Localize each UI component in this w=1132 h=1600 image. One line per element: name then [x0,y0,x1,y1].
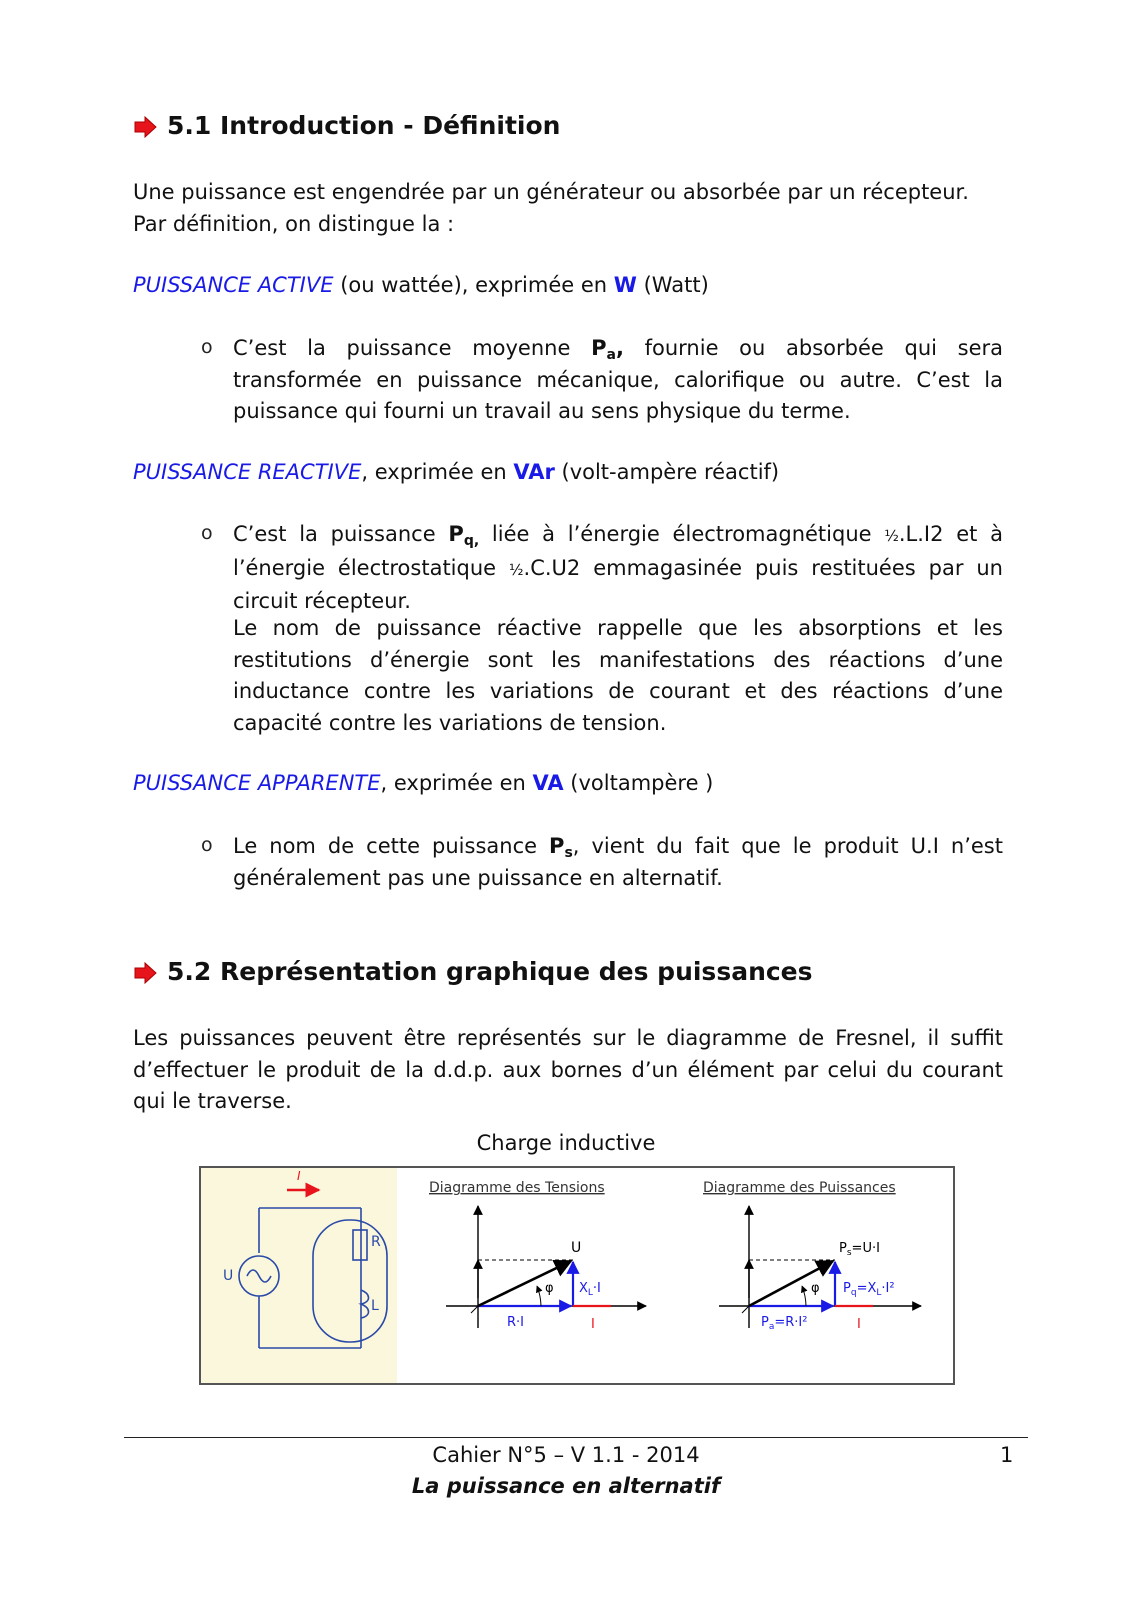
puissances-i-label: I [857,1317,861,1332]
intro-paragraph [133,177,1013,240]
text-span: .L.I2 et à l’énergie électrostatique [233,522,1003,580]
tensions-u-label: U [571,1240,582,1256]
text-span: .C.U2 emmagasinée puis restituées par un circuit récepteur. [233,555,1003,613]
circuit-voltage-label: U [223,1268,234,1284]
apparent-power-description [233,831,1003,894]
footer-title: Cahier N°5 – V 1.1 - 2014 [432,1443,700,1467]
reactive-power-note: Le nom de puissance réactive rappelle que les absorptions et les restitutions d’énergie sont les manifestations des réactions d’une inductance contre les variations de courant et des réactions d’une capacité contre les variations de tension. [233,616,1003,735]
puissances-pq-label: $P_q=X_L\cdot I^2$ [843,1281,895,1298]
puissances-phi-label: φ [811,1281,820,1296]
reactive-power-term: PUISSANCE REACTIVE [133,460,362,484]
heading-text: 5.2 Représentation graphique des puissances [167,957,813,986]
page-number: 1 [1000,1443,1014,1467]
fresnel-paragraph: Les puissances peuvent être représentés sur le diagramme de Fresnel, il suffit d’effectuer le produit de la d.d.p. aux bornes d’un élément par celui du courant qui le traverse. [133,1026,1003,1113]
symbol-p: P [549,834,565,858]
puissances-pa-label: $P_a=R\cdot I^2$ [761,1315,808,1332]
tensions-i-label: I [591,1317,595,1332]
red-arrow-icon [133,116,157,138]
phi-arc [537,1286,541,1306]
active-power-title [133,270,709,302]
circuit-r-label: R [371,1234,381,1250]
heading-text: 5.1 Introduction - Définition [167,111,561,140]
bullet-marker: o [201,522,213,544]
phi-arc [802,1286,806,1306]
figure-svg [201,1168,953,1383]
unit-va: VA [532,771,564,795]
symbol-p: P [591,336,607,360]
apparent-power-title [133,768,713,800]
reactive-power-text: , exprimée en [361,460,514,484]
intro-line-1: Une puissance est engendrée par un générateur ou absorbée par un récepteur. [133,180,969,204]
reactive-power-title [133,457,779,489]
fraction-half: ½ [509,560,524,579]
puissances-title: Diagramme des Puissances [703,1180,896,1196]
text-span: C’est la puissance moyenne [233,336,592,360]
reactive-power-description [233,519,1003,618]
comma: , [615,336,624,360]
unit-name: (volt-ampère réactif) [554,460,780,484]
intro-line-2: Par définition, on distingue la : [133,211,455,236]
red-arrow-icon [133,962,157,984]
tensions-phi-label: φ [545,1281,554,1296]
footer-subtitle: La puissance en alternatif [411,1474,721,1498]
active-power-description [233,333,1003,428]
figure-caption: Charge inductive [476,1131,656,1155]
section-heading-5-2 [133,957,813,986]
text-span: C’est la puissance [233,522,449,546]
tensions-axes [446,1206,646,1328]
text-span: Le nom de cette puissance [233,834,550,858]
active-power-term: PUISSANCE ACTIVE [133,273,334,297]
fraction-half: ½ [884,527,899,545]
circuit-l-label: L [371,1298,379,1314]
symbol-sub: s [564,845,573,861]
tensions-xli-label: $X_L\cdot I$ [579,1281,601,1298]
symbol-p: P [448,522,464,546]
unit-var: VAr [513,460,555,484]
symbol-sub: q, [463,533,480,549]
puissances-ps-label: $P_s=U\cdot I$ [839,1241,880,1258]
text-span: liée à l’énergie électromagnétique [479,522,885,546]
section-heading-5-1 [133,111,560,140]
bullet-marker: o [201,834,213,856]
apparent-power-term: PUISSANCE APPARENTE [133,771,381,795]
u-vector [478,1261,571,1306]
text-span: fournie ou absorbée qui sera transformée en puissance mécanique, calorifique ou autre. C’est la puissance qui fourni un travail au sens physique du terme. [233,336,1004,423]
inductive-load-figure [199,1166,955,1385]
text-span: , vient du fait que le produit U.I n’est généralement pas une puissance en alternatif. [233,834,1003,890]
active-power-text: (ou wattée), exprimée en [333,273,614,297]
circuit-current-label: I [297,1169,301,1183]
unit-name: (voltampère ) [563,771,714,795]
unit-watt: W [613,273,637,297]
apparent-power-text: , exprimée en [380,771,533,795]
bullet-marker: o [201,336,213,358]
ps-vector [749,1261,833,1306]
tensions-ri-label: R·I [507,1315,524,1330]
unit-name: (Watt) [636,273,709,297]
footer-divider [124,1437,1028,1438]
tensions-title: Diagramme des Tensions [429,1180,605,1196]
symbol-sub: a [606,347,616,363]
